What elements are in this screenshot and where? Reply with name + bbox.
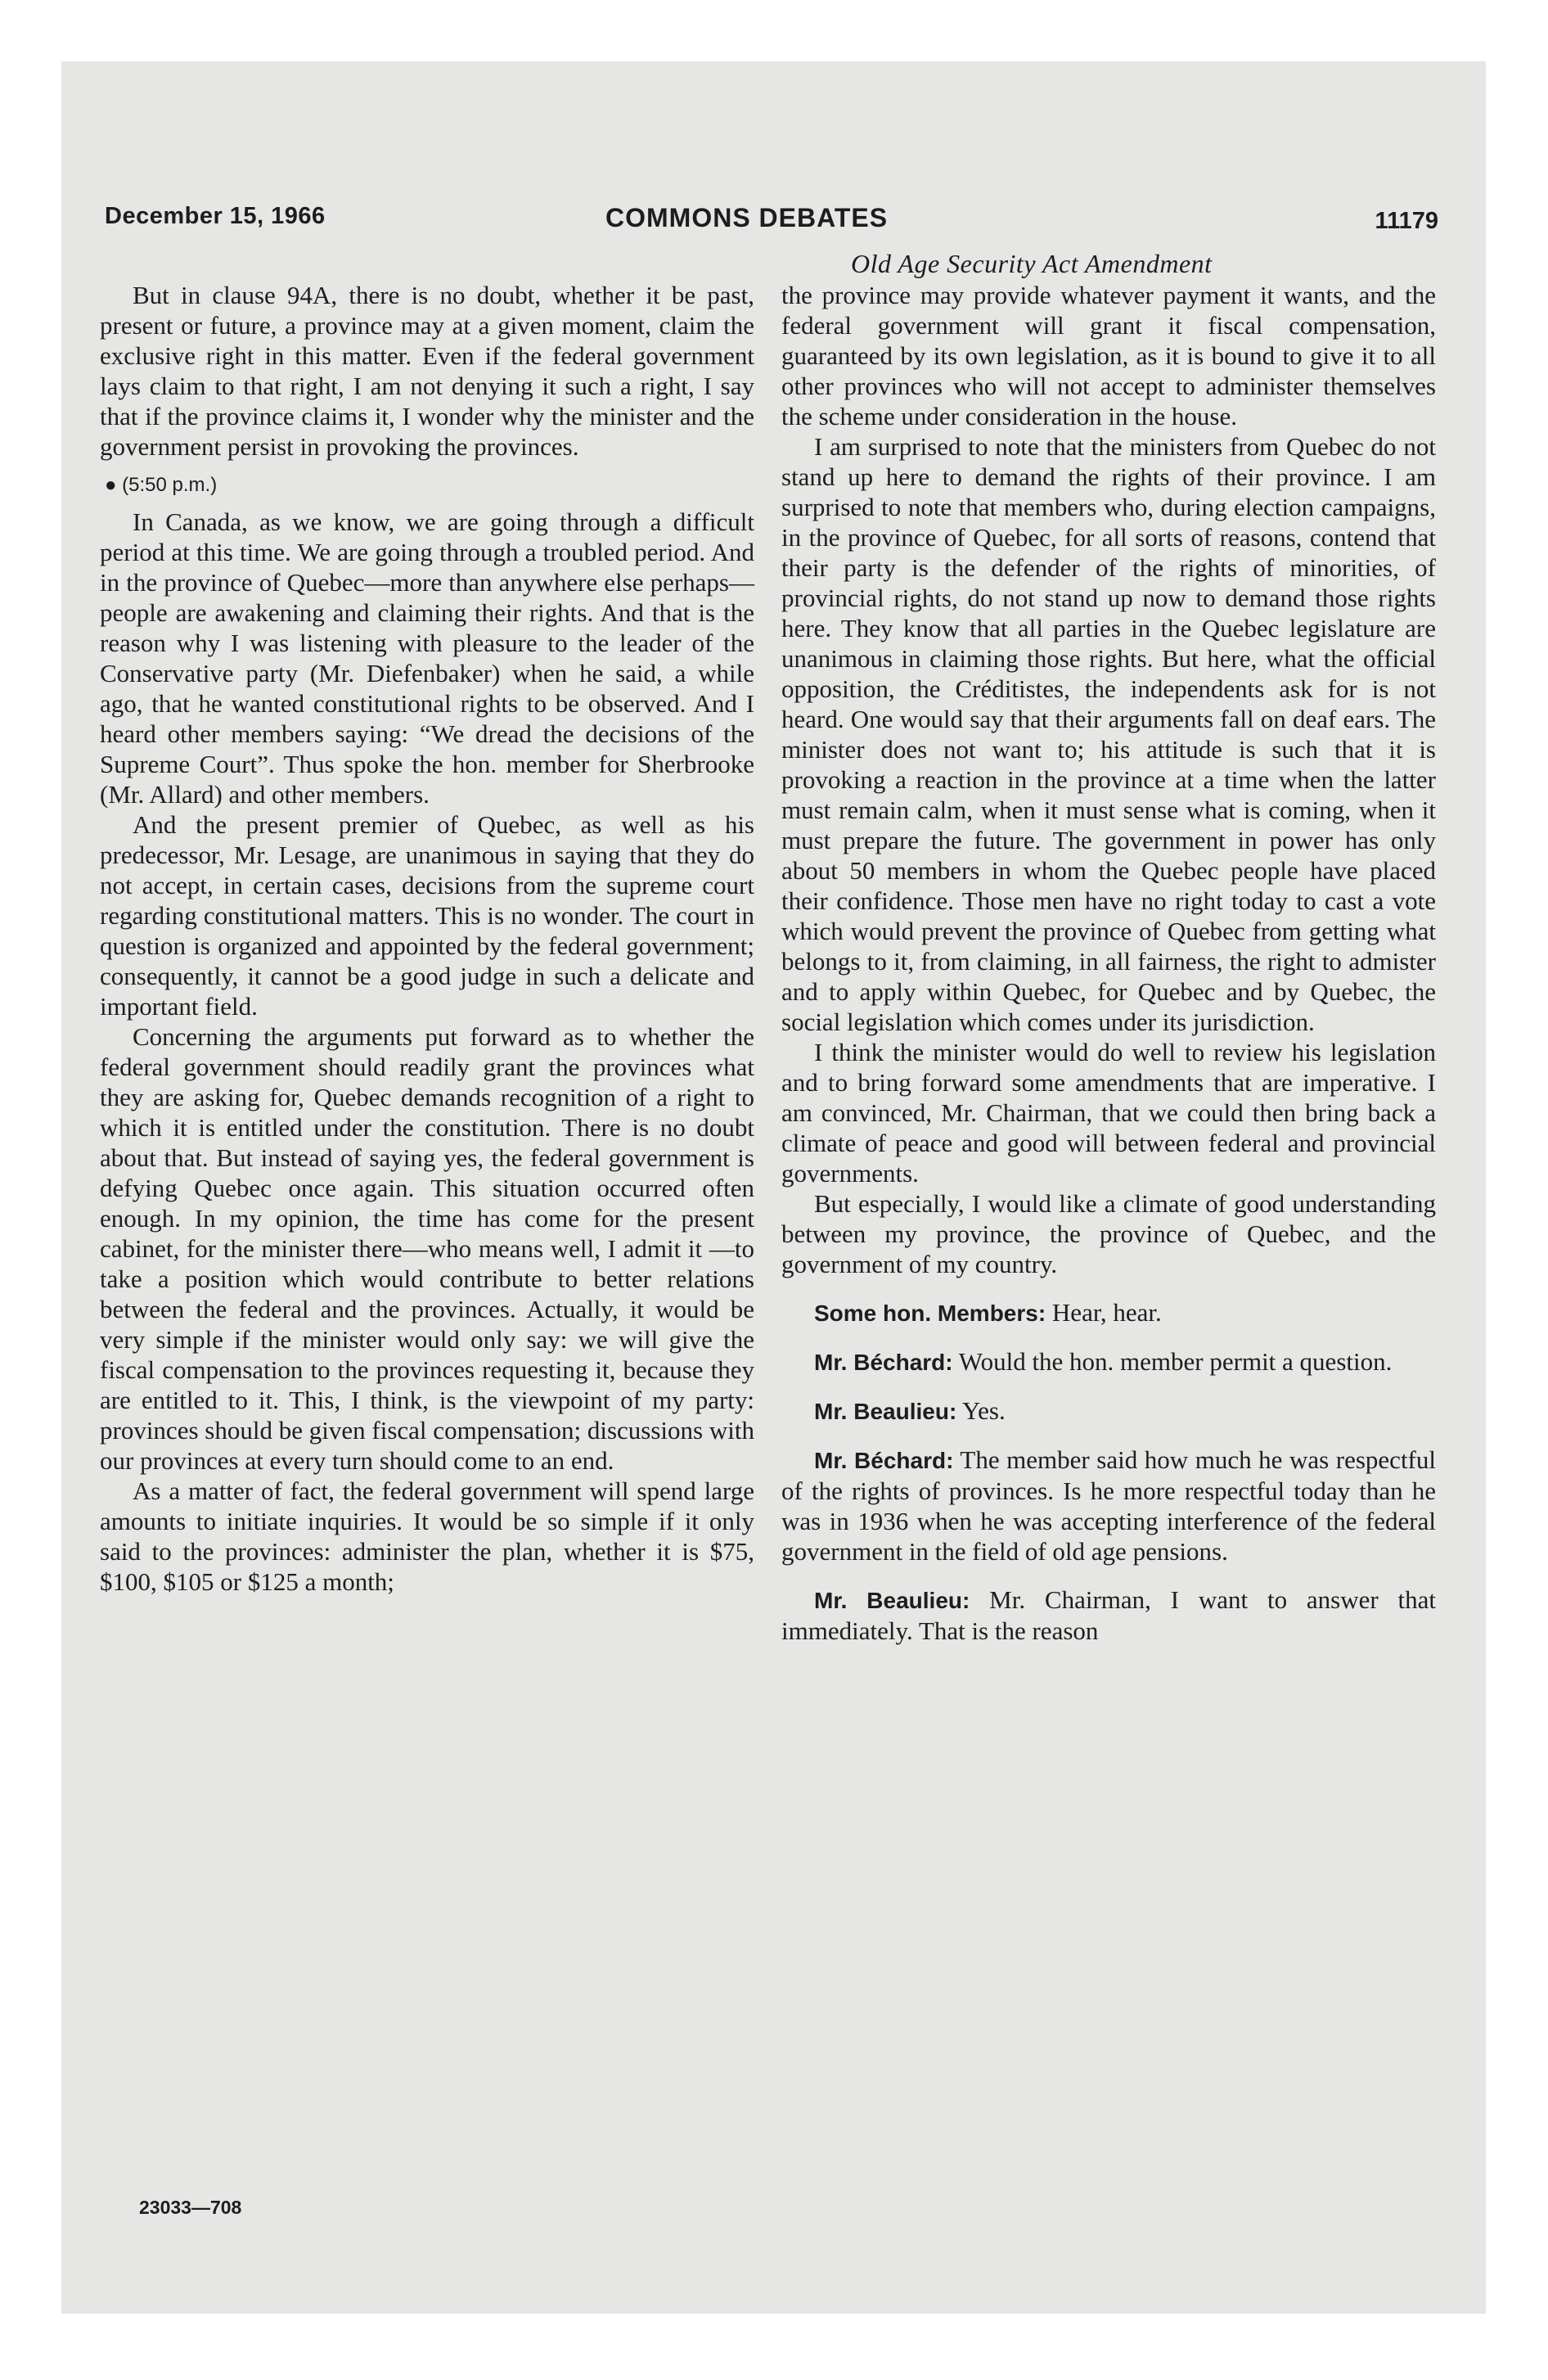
speech-text: Mr. Chairman, I want to answer that immediately. That is the reason bbox=[781, 1585, 1436, 1645]
speech-text: Would the hon. member permit a question. bbox=[952, 1347, 1393, 1376]
time-mark: ● (5:50 p.m.) bbox=[105, 474, 218, 496]
header-page-number: 11179 bbox=[1375, 208, 1438, 234]
paragraph: the province may provide whatever payment it wants, and the federal government will grant it fiscal compensation, guaranteed by its own legislation, as it is bound to give it to all other provinces who will not accept to administer themselves the scheme under consideration in the house. bbox=[781, 281, 1436, 430]
footer-code: 23033—708 bbox=[139, 2197, 242, 2218]
paragraph: Concerning the arguments put forward as to whether the federal government should readily grant the provinces what they are asking for, Quebec demands recognition of a right to which it is entitled under the constitution. There is no doubt about that. But instead of saying yes, the federal government is defying Quebec once again. This situation occurred often enough. In my opinion, the time has come for the present cabinet, for the minister there—who means well, I admit it —to take a position which would contribute to better relations between the federal and the provinces. Actually, it would be very simple if the minister would only say: we will give the fiscal compensation to the provinces requesting it, because they are entitled to it. This, I think, is the viewpoint of my party: provinces should be given fiscal compensation; discussions with our provinces at every turn should come to an end. bbox=[100, 1022, 754, 1475]
speaker-name: Mr. Beaulieu: bbox=[814, 1399, 957, 1424]
paragraph: But especially, I would like a climate of good understanding between my province, the province of Quebec, and the government of my country. bbox=[781, 1189, 1436, 1278]
speaker-name: Some hon. Members: bbox=[814, 1300, 1046, 1326]
paragraph: And the present premier of Quebec, as well as his predecessor, Mr. Lesage, are unanimous in saying that they do not accept, in certain cases, decisions from the supreme court regarding constitutional matters. This is no wonder. The court in question is organized and appointed by the federal government; consequently, it cannot be a good judge in such a delicate and important field. bbox=[100, 810, 754, 1021]
paragraph: But in clause 94A, there is no doubt, whether it be past, present or future, a province may at a given moment, claim the exclusive right in this matter. Even if the federal government lays claim to that right, I am not denying it such a right, I say that if the province claims it, I wonder why the minister and the government persist in provoking the provinces. bbox=[100, 281, 754, 461]
paragraph: I think the minister would do well to review his legislation and to bring forward some amendments that are imperative. I am convinced, Mr. Chairman, that we could then bring back a climate of peace and good will between federal and provincial governments. bbox=[781, 1038, 1436, 1188]
page-header bbox=[105, 203, 1438, 244]
speech-text: Hear, hear. bbox=[1046, 1298, 1162, 1327]
right-column bbox=[781, 280, 1436, 1646]
header-publication: COMMONS DEBATES bbox=[605, 203, 889, 232]
header-date: December 15, 1966 bbox=[105, 203, 326, 229]
speaker-name: Mr. Béchard: bbox=[814, 1448, 954, 1473]
speech-entry bbox=[781, 1395, 1436, 1427]
speech-entry bbox=[781, 1584, 1436, 1646]
time-mark-text: (5:50 p.m.) bbox=[122, 474, 218, 496]
speaker-name: Mr. Béchard: bbox=[814, 1350, 953, 1375]
speech-entry bbox=[781, 1445, 1436, 1566]
paragraph: In Canada, as we know, we are going through a difficult period at this time. We are going through a troubled period. And in the province of Quebec—more than anywhere else perhaps—people are awakening and claiming their rights. And that is the reason why I was listening with pleasure to the leader of the Conservative party (Mr. Diefenbaker) when he said, a while ago, that he wanted constitutional rights to be observed. And I heard other members saying: “We dread the decisions of the Supreme Court”. Thus spoke the hon. member for Sherbrooke (Mr. Allard) and other members. bbox=[100, 507, 754, 809]
left-column bbox=[100, 280, 754, 1597]
section-subheading: Old Age Security Act Amendment bbox=[851, 249, 1213, 278]
paragraph: I am surprised to note that the ministers from Quebec do not stand up here to demand the rights of their province. I am surprised to note that members who, during election campaigns, in the province of Quebec, for all sorts of reasons, contend that their party is the defender of the rights of minorities, of provincial rights, do not stand up now to demand those rights here. They know that all parties in the Quebec legislature are unanimous in claiming those rights. But here, what the official opposition, the Créditistes, the independents ask for is not heard. One would say that their arguments fall on deaf ears. The minister does not want to; his attitude is such that it is provoking a reaction in the province at a time when the latter must remain calm, when it must sense what is coming, when it must prepare the future. The government in power has only about 50 members in whom the Quebec people have placed their confidence. Those men have no right today to cast a vote which would prevent the province of Quebec from getting what belongs to it, from claiming, in all fairness, the right to admister and to apply within Quebec, for Quebec and by Quebec, the social legislation which comes under its jurisdiction. bbox=[781, 432, 1436, 1036]
speech-entry bbox=[781, 1346, 1436, 1377]
speech-text: The member said how much he was respectful of the rights of provinces. Is he more respectful today than he was in 1936 when he was accepting interference of the federal government in the field of old age pensions. bbox=[781, 1445, 1436, 1566]
paragraph: As a matter of fact, the federal government will spend large amounts to initiate inquiries. It would be so simple if it only said to the provinces: administer the plan, whether it is $75, $100, $105 or $125 a month; bbox=[100, 1476, 754, 1596]
speech-text: Yes. bbox=[956, 1396, 1006, 1425]
speech-entry bbox=[781, 1297, 1436, 1328]
speaker-name: Mr. Beaulieu: bbox=[814, 1588, 970, 1613]
